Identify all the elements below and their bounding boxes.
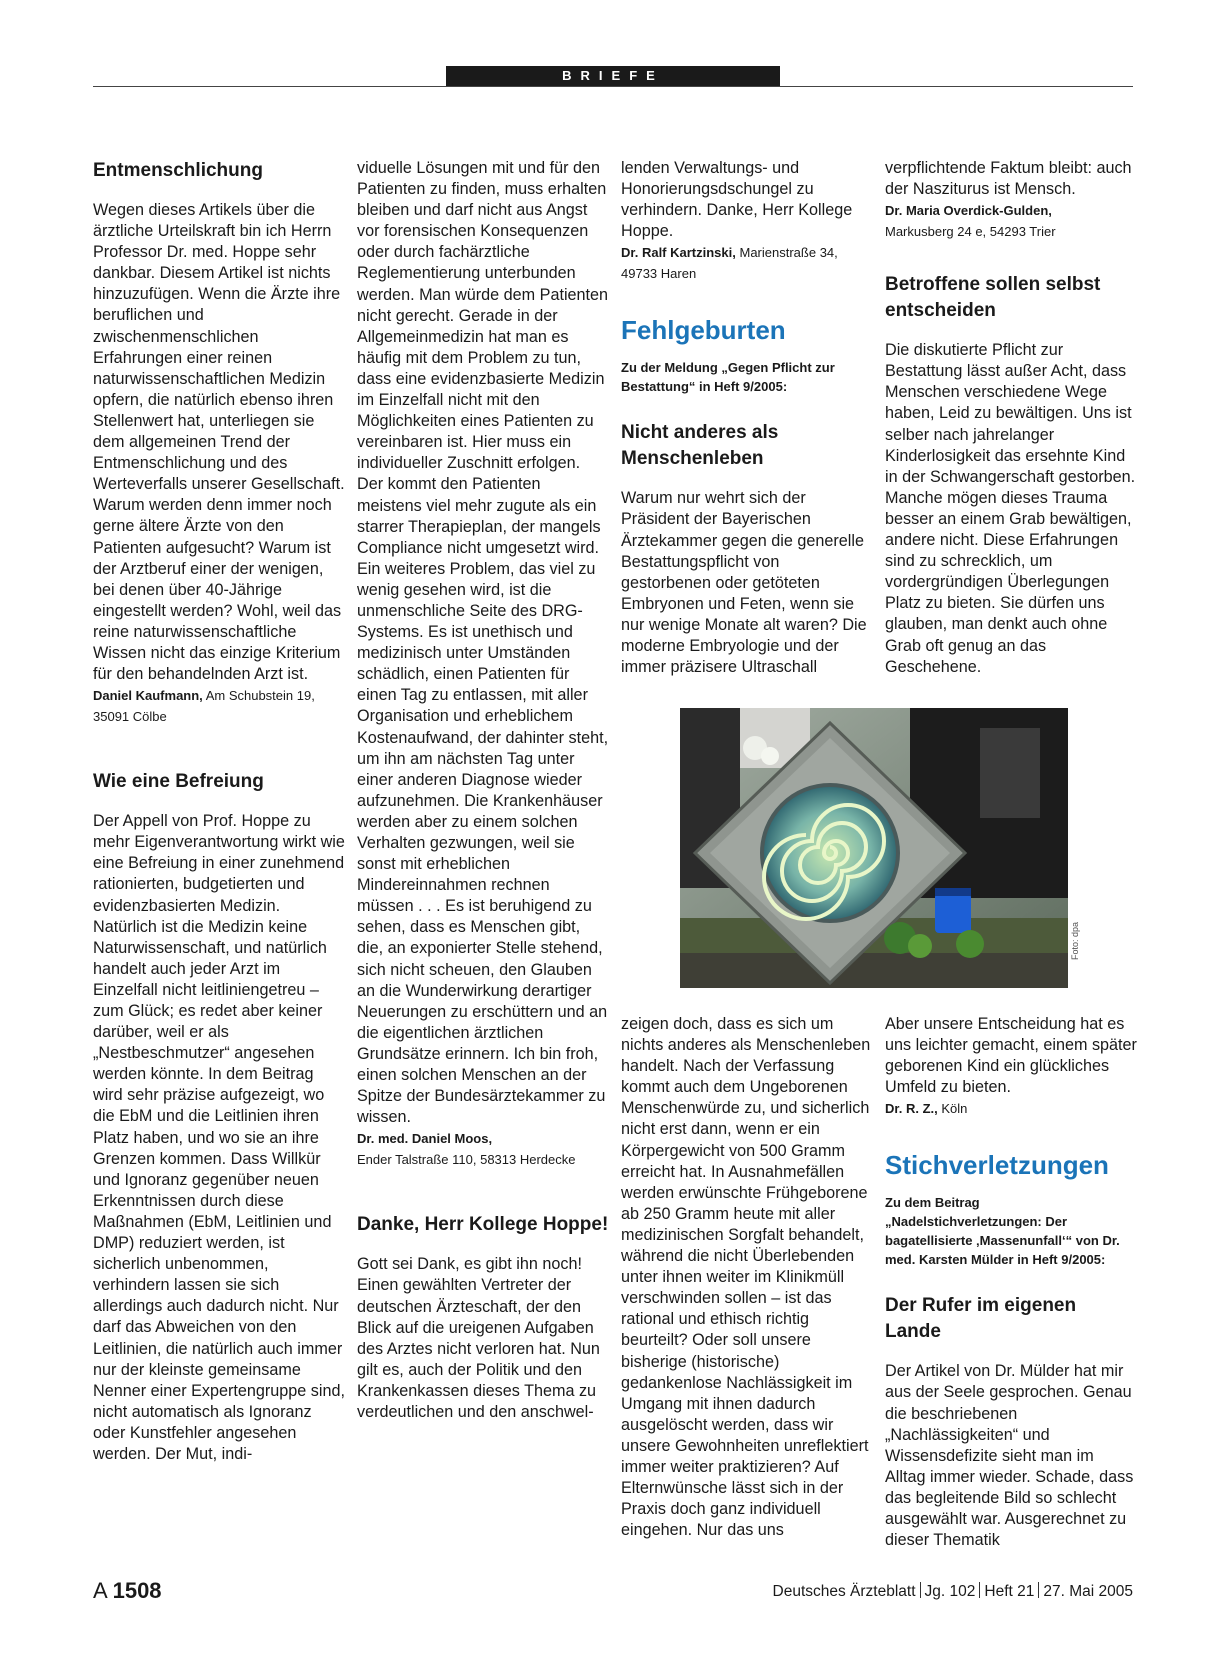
letter-heading-betroffene: Betroffene sollen selbst entscheiden: [885, 274, 1101, 322]
letter-text: Der Artikel von Dr. Mülder hat mir aus der Seele gesprochen. Genau die beschriebenen „Nachlässigkeiten“ und Wissensdefizite sieht man im Alltag immer wieder. Schade, dass das begleitende Bild so schlecht ausgewählt war. Ausgerechnet zu dieser Thematik: [885, 1362, 1134, 1550]
letter-heading-danke: Danke, Herr Kollege Hoppe!: [357, 1214, 609, 1236]
letter-text: Die diskutierte Pflicht zur Bestattung lässt außer Acht, dass Menschen verschiedene Wege haben, Leid zu bewältigen. Uns ist selber nach jahrelanger Kinderlosigkeit das ersehnte Kind in der Schwangerschaft gestorben. Manche mögen dieses Trauma besser an einem Grab bewältigen, andere nicht. Diese Erfahrungen sind zu schrecklich, um vordergründigen Überlegungen Platz zu bieten. Sie dürfen uns glauben, man denkt auch ohne Grab oft genug an das Geschehene.: [885, 341, 1136, 676]
section-label: BRIEFE: [446, 66, 780, 86]
author-address: 49733 Haren: [621, 266, 697, 282]
author-name: Dr. Ralf Kartzinski,: [621, 245, 736, 261]
topic-heading-fehlgeburten: Fehlgeburten: [621, 315, 786, 346]
letter-text: Der Appell von Prof. Hoppe zu mehr Eigenverantwortung wirkt wie eine Befreiung in einer zunehmend rationierten, budgetierten und evidenzbasierten Medizin. Natürlich ist die Medizin keine Naturwissenschaft, und natürlich handelt auch jeder Arzt im Einzelfall nicht leitliniengetreu – zum Glück; es redet aber keiner darüber, weil er als „Nestbeschmutzer“ angesehen werden könnte. In dem Beitrag wird sehr präzise aufgezeigt, wo die EbM und die Leitlinien ihren Platz haben, und wo sie an ihre Grenzen kommen. Dass Willkür und Ignoranz gegenüber neuen Erkenntnissen durch diese Maßnahmen (EbM, Leitlinien und DMP) reduziert werden, ist sicherlich unbenommen, verhindern lassen sie sich allerdings auch dadurch nicht. Nur darf das Abweichen von den Leitlinien, die natürlich auch immer nur der kleinste gemeinsame Nenner einer Expertengruppe sind, nicht automatisch als Ignoranz oder Kunstfehler angesehen werden. Der Mut, indi-: [93, 812, 345, 1463]
topic-reference: Zu der Meldung „Gegen Pflicht zur Bestattung“ in Heft 9/2005:: [621, 360, 835, 395]
letter-text: viduelle Lösungen mit und für den Patienten zu finden, muss erhalten bleiben und darf nicht aus Angst vor forensischen Konsequenzen oder durch fachärztliche Reglementierung unterbunden werden. Man würde dem Patienten nicht gerecht. Gerade in der Allgemeinmedizin hat man es häufig mit dem Problem zu tun, dass eine evidenzbasierte Medizin im Einzelfall nicht mit den Möglichkeiten eines Patienten zu vereinbaren ist. Hier muss ein individueller Zuschnitt erfolgen. Der kommt den Patienten meistens viel mehr zugute als ein starrer Therapieplan, der mangels Compliance nicht umgesetzt wird. Ein weiteres Problem, das viel zu wenig gesehen wird, ist die unmenschliche Seite des DRG-Systems. Es ist unethisch und medizinisch unter Umständen schädlich, einen Patienten für einen Tag zu entlassen, mit aller Organisation und erheblichem Kostenaufwand, der dahinter steht, um ihn am nächsten Tag unter einer anderen Diagnose wieder aufzunehmen. Die Krankenhäuser werden aber zu einem solchen Verhalten gezwungen, weil sie sonst mit erheblichen Mindereinnahmen rechnen müssen . . . Es ist beruhigend zu sehen, dass es Menschen gibt, die, an exponierter Stelle stehend, sich nicht scheuen, den Glauben an die Wunderwirkung derartiger Neuerungen zu erschüttern und an die eigentlichen ärztlichen Grundsätze erinnern. Ich bin froh, einen solchen Menschen an der Spitze der Bundesärztekammer zu wissen.: [357, 159, 609, 1127]
header-rule: [93, 86, 1133, 87]
author-address: Am Schubstein 19,: [205, 688, 315, 704]
letter-text: verpflichtende Faktum bleibt: auch der Nasziturus ist Mensch.: [885, 159, 1132, 199]
author-address: 35091 Cölbe: [93, 709, 167, 725]
letter-signature: [357, 1128, 609, 1170]
page-number-value: 1508: [112, 1578, 162, 1603]
letter-text: lenden Verwaltungs- und Honorierungsdschungel zu verhindern. Danke, Herr Kollege Hoppe.: [621, 159, 853, 241]
author-name: Dr. Maria Overdick-Gulden,: [885, 203, 1052, 219]
page-number: [93, 1578, 162, 1604]
issue-date: 27. Mai 2005: [1043, 1583, 1133, 1600]
letter-text: Warum nur wehrt sich der Präsident der Bayerischen Ärztekammer gegen die generelle Bestattungspflicht von gestorbenen oder getöteten Embryonen und Feten, wenn sie nur wenige Monate alt waren? Die moderne Embryologie und der immer präzisere Ultraschall: [621, 489, 867, 677]
magazine-info: [773, 1582, 1133, 1601]
letter-text: Aber unsere Entscheidung hat es uns leichter gemacht, einem später geborenen Kind ein glückliches Umfeld zu bieten.: [885, 1015, 1137, 1097]
topic-heading-stichverletzungen: Stichverletzungen: [885, 1150, 1109, 1181]
letter-signature: [93, 685, 345, 727]
letter-text: Wegen dieses Artikels über die ärztliche Urteilskraft bin ich Herrn Professor Dr. med. Hoppe sehr dankbar. Diesem Artikel ist nichts hinzuzufügen. Wenn die Ärzte ihre beruflichen und zwischenmenschlichen Erfahrungen einer reinen naturwissenschaftlichen Medizin opfern, die natürlich ebenso ihren Stellenwert hat, unterliegen sie dem allgemeinen Trend der Entmenschlichung und des Werteverfalls unserer Gesellschaft. Warum werden denn immer noch gerne ältere Ärzte von den Patienten aufgesucht? Warum ist der Arztberuf einer der wenigen, bei denen über 40-Jährige eingestellt werden? Wohl, weil das reine naturwissenschaftliche Wissen nicht das einzige Kriterium für den behandelnden Arzt ist.: [93, 201, 345, 684]
letter-heading-befreiung: Wie eine Befreiung: [93, 771, 264, 793]
column-3-top: [621, 158, 873, 678]
author-address: Köln: [941, 1101, 968, 1117]
photo-illustration: [680, 708, 1068, 988]
column-1: [93, 158, 345, 1465]
letter-signature: [885, 1098, 1137, 1119]
letter-heading-menschenleben: Nicht anderes als Menschenleben: [621, 422, 779, 470]
letter-text: zeigen doch, dass es sich um nichts anderes als Menschenleben handelt. Nach der Verfassung kommt auch dem Ungeborenen Menschenwürde zu, und sicherlich nicht erst dann, wenn er ein Körpergewicht von 500 Gramm erreicht hat. In Ausnahmefällen werden erwünschte Frühgeborene ab 250 Gramm heute mit aller medizinischen Sorgfalt behandelt, während die nicht Überlebenden unter ihnen weiter im Klinikmüll verschwinden sollen – ist das rational und ethisch richtig beurteilt? Oder soll unsere bisherige (historische) gedankenlose Nachlässigkeit im Umgang mit ihnen dadurch ausgelöscht werden, dass wir unsere Gewohnheiten unreflektiert immer weiter praktizieren? Auf Elternwünsche lässt sich in der Praxis doch ganz individuell eingehen. Nur das uns: [621, 1015, 871, 1540]
photo-credit: Foto: dpa: [1070, 921, 1080, 960]
column-4-top: [885, 158, 1137, 678]
letter-heading-rufer: Der Rufer im eigenen Lande: [885, 1295, 1077, 1343]
magazine-name: Deutsches Ärzteblatt: [772, 1583, 916, 1600]
letter-text: Gott sei Dank, es gibt ihn noch! Einen gewählten Vertreter der deutschen Ärzteschaft, der den Blick auf die ureigenen Aufgaben des Arztes nicht verloren hat. Nun gilt es, auch der Politik und den Krankenkassen dieses Thema zu verdeutlichen und den anschwel-: [357, 1255, 600, 1421]
column-3-bottom: [621, 1014, 873, 1541]
author-address: Marienstraße 34,: [739, 245, 838, 261]
volume: Jg. 102: [924, 1583, 976, 1600]
author-name: Dr. med. Daniel Moos,: [357, 1131, 493, 1147]
author-name: Dr. R. Z.,: [885, 1101, 938, 1117]
letter-signature: [621, 242, 873, 284]
topic-reference: Zu dem Beitrag „Nadelstichverletzungen: Der bagatellisierte ‚Massenunfall‘“ von Dr. med. Karsten Mülder in Heft 9/2005:: [885, 1195, 1120, 1268]
author-address: Markusberg 24 e, 54293 Trier: [885, 224, 1056, 240]
page-prefix: A: [93, 1578, 107, 1603]
issue: Heft 21: [984, 1583, 1035, 1600]
photo-gravestone: [680, 708, 1068, 988]
column-4-bottom: [885, 1014, 1137, 1551]
letter-signature: [885, 200, 1137, 242]
column-2: [357, 158, 609, 1423]
author-address: Ender Talstraße 110, 58313 Herdecke: [357, 1152, 576, 1168]
author-name: Daniel Kaufmann,: [93, 688, 203, 704]
letter-heading-entmenschlichung: Entmenschlichung: [93, 160, 263, 181]
